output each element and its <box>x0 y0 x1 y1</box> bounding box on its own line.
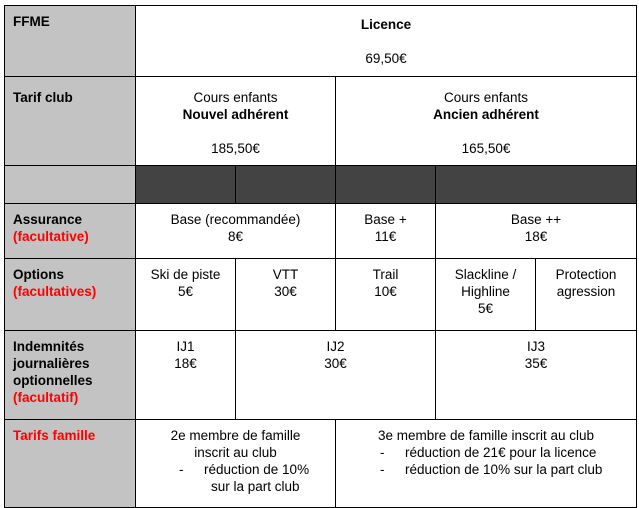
famille-label: Tarifs famille <box>13 428 96 443</box>
indemnites-label2: journalières <box>13 356 90 371</box>
row-indemnites <box>5 331 637 420</box>
tarif-old-line1: Cours enfants <box>443 90 529 105</box>
bullet-dash: - <box>179 462 184 477</box>
indemnites-note: (facultatif) <box>13 390 79 405</box>
row-separator <box>5 166 637 204</box>
option-trail <box>336 259 436 331</box>
separator-cell <box>236 166 336 204</box>
option-ski <box>136 259 236 331</box>
tarif-old-line2: Ancien adhérent <box>433 107 539 122</box>
option-protection-name: Protection <box>555 267 617 282</box>
assurance-base-plus-name: Base + <box>364 212 407 227</box>
famille-third-item <box>336 461 636 478</box>
option-vtt-price: 30€ <box>274 284 297 299</box>
assurance-base <box>136 204 336 259</box>
assurance-base-plus-plus <box>436 204 637 259</box>
separator-cell <box>436 166 637 204</box>
assurance-base-pp-price: 18€ <box>524 229 548 244</box>
row-ffme <box>5 6 637 77</box>
famille-third-item <box>336 444 636 461</box>
assurance-base-plus <box>336 204 436 259</box>
option-trail-price: 10€ <box>374 284 397 299</box>
option-slackline-price: 5€ <box>477 301 494 316</box>
tarif-new-line2: Nouvel adhérent <box>182 107 289 122</box>
label-famille <box>5 420 136 508</box>
ij2-price: 30€ <box>324 356 347 371</box>
licence-title: Licence <box>360 17 412 32</box>
separator-label <box>5 166 136 204</box>
assurance-label: Assurance <box>13 212 83 227</box>
famille-second <box>136 420 336 508</box>
separator-cell <box>136 166 236 204</box>
row-options <box>5 259 637 331</box>
bullet-dash: - <box>380 445 385 460</box>
label-tarif-club: Tarif club <box>5 77 136 166</box>
famille-second-item1: réduction de 10% <box>204 462 310 477</box>
separator-cell <box>336 166 436 204</box>
tarif-new-price: 185,50€ <box>211 141 260 156</box>
option-vtt-name: VTT <box>272 267 299 282</box>
label-indemnites <box>5 331 136 420</box>
options-note: (facultatives) <box>13 284 97 299</box>
label-options <box>5 259 136 331</box>
row-assurance <box>5 204 637 259</box>
tarif-nouvel-adherent <box>136 77 336 166</box>
ij3 <box>436 331 637 420</box>
assurance-base-plus-price: 11€ <box>374 229 397 244</box>
label-assurance <box>5 204 136 259</box>
option-protection <box>536 259 637 331</box>
assurance-base-pp-name: Base ++ <box>510 212 562 227</box>
label-ffme: FFME <box>5 6 136 77</box>
indemnites-label3: optionnelles <box>13 373 93 388</box>
ij1-price: 18€ <box>174 356 197 371</box>
row-tarif-club <box>5 77 637 166</box>
option-ski-name: Ski de piste <box>150 267 221 282</box>
tarif-new-line1: Cours enfants <box>193 90 278 105</box>
tarifs-table <box>4 5 637 508</box>
licence-price: 69,50€ <box>365 51 407 66</box>
famille-third-item1: réduction de 21€ pour la licence <box>405 445 597 460</box>
option-vtt <box>236 259 336 331</box>
ij3-price: 35€ <box>524 356 548 371</box>
ij1-name: IJ1 <box>176 339 195 354</box>
ij2 <box>236 331 436 420</box>
row-famille <box>5 420 637 508</box>
assurance-base-name: Base (recommandée) <box>170 212 301 227</box>
indemnites-label1: Indemnités <box>13 339 85 354</box>
bullet-dash: - <box>380 462 385 477</box>
famille-third-title: 3e membre de famille inscrit au club <box>377 428 595 443</box>
option-slackline-name: Slackline / <box>454 267 517 282</box>
famille-third-item2: réduction de 10% sur la part club <box>405 462 603 477</box>
famille-second-item <box>136 461 335 478</box>
famille-third <box>336 420 637 508</box>
option-ski-price: 5€ <box>177 284 194 299</box>
option-slackline-name2: Highline <box>461 284 510 299</box>
assurance-base-price: 8€ <box>227 229 244 244</box>
option-protection-name2: agression <box>556 284 616 299</box>
famille-second-item2: sur la part club <box>211 479 300 494</box>
tarif-old-price: 165,50€ <box>461 141 511 156</box>
licence-cell <box>136 6 637 77</box>
option-slackline <box>436 259 536 331</box>
ij1 <box>136 331 236 420</box>
ij2-name: IJ2 <box>326 339 345 354</box>
tarif-ancien-adherent <box>336 77 637 166</box>
options-label: Options <box>13 267 64 282</box>
famille-second-line2: inscrit au club <box>194 445 277 460</box>
option-trail-name: Trail <box>372 267 399 282</box>
assurance-note: (facultative) <box>13 229 89 244</box>
famille-second-line1: 2e membre de famille <box>170 428 301 443</box>
ij3-name: IJ3 <box>527 339 546 354</box>
